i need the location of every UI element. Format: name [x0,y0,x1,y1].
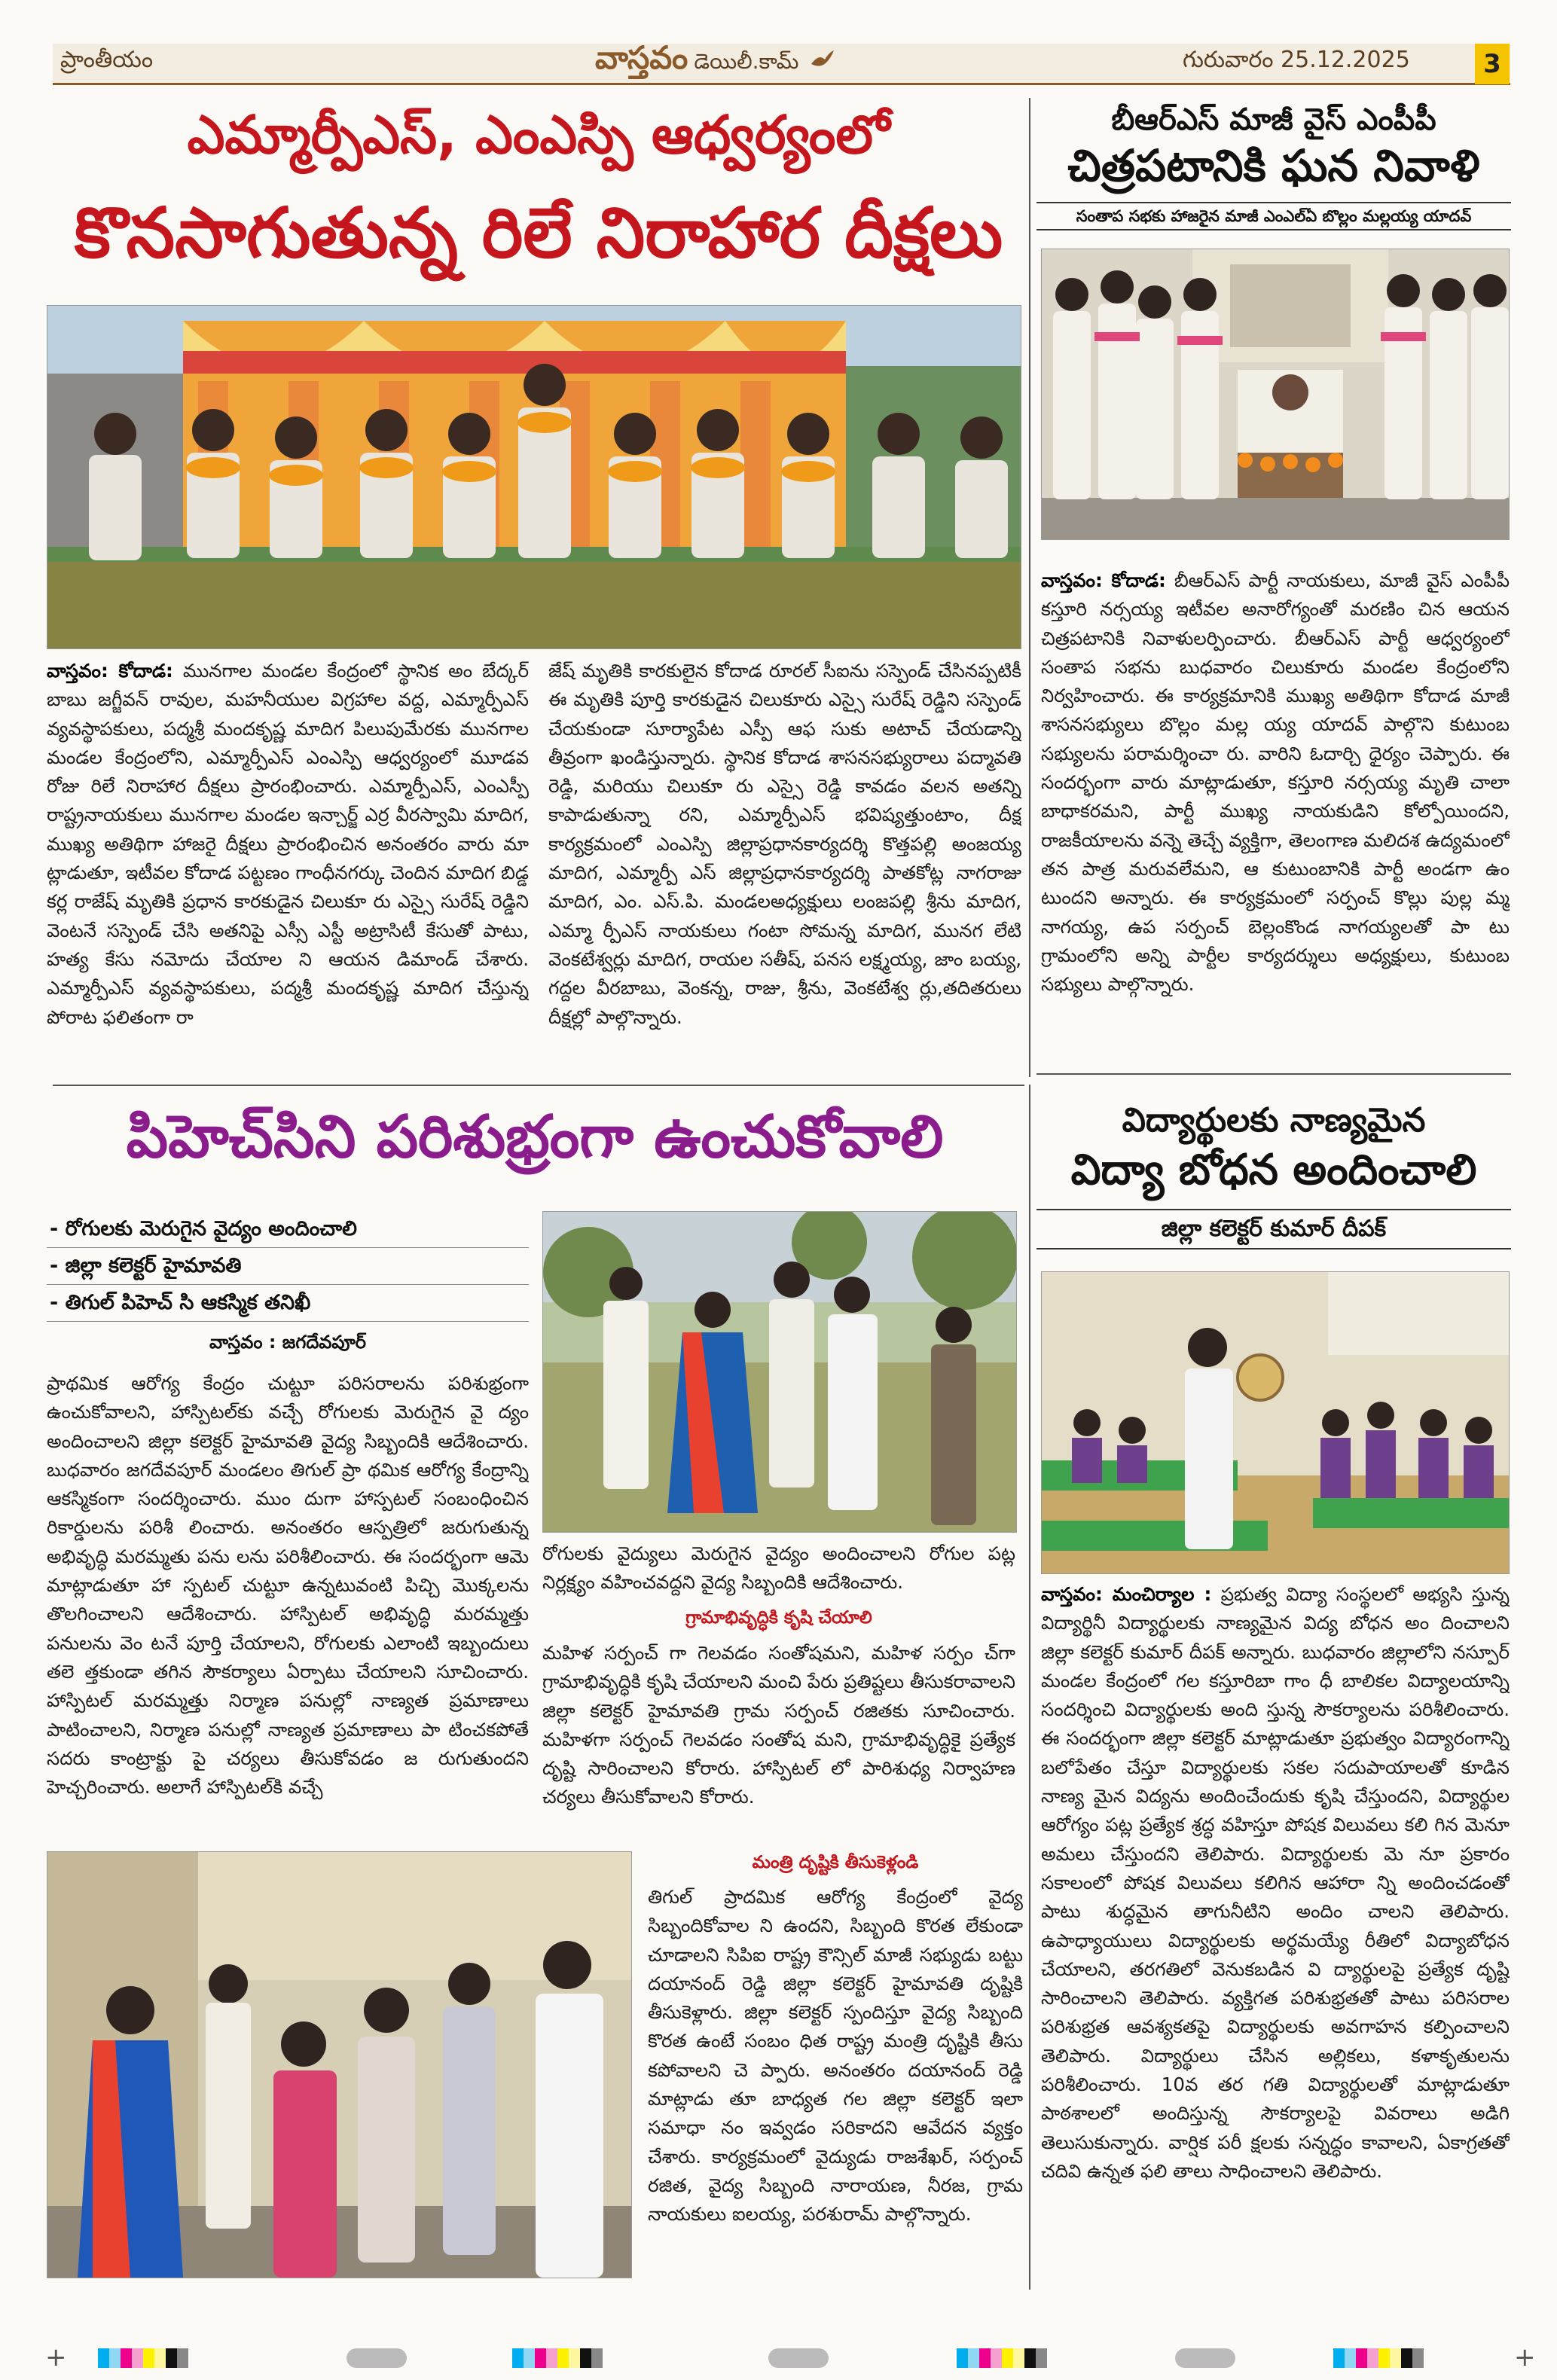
story2-deck: సంతాప సభకు హాజరైన మాజీ ఎంఎల్ఏ బొల్లం మల్లయ్య యాదవ్ [1036,202,1511,230]
bird-logo-icon [810,49,835,72]
story4-deck: జిల్లా కలెక్టర్ కుమార్ దీపక్ [1036,1209,1511,1250]
masthead-suffix: డెయిలీ.కామ్ [694,49,799,74]
story3-photo-inspection [542,1211,1017,1533]
row-divider-left [53,1085,1024,1086]
masthead [595,39,835,84]
color-bar-2 [512,2348,603,2368]
column-divider-top [1029,98,1030,1077]
story3-subhead-2: మంత్రి దృష్టికి తీసుకెళ్లండి [752,1853,919,1872]
story2-body-text: బీఆర్ఎస్ పార్టీ నాయకులు, మాజీ వైస్ ఎంపీపీ కస్తూరి నర్సయ్య ఇటీవల అనారోగ్యంతో మరణిం చిన ఆయన చిత్రపటానికి నివాళులర్పించారు. బీఆర్ఎస్ పార్టీ ఆధ్వర్యంలో సంతాప సభను బుధవారం చిలుకూరు మండల కేంద్రంలోని నిర్వహించారు. ఈ కార్యక్రమానికి ముఖ్య అతిథిగా కోదాడ మాజీ శాసనసభ్యులు బొల్లం మల్ల య్య యాదవ్ పాల్గొని కుటుంబ సభ్యులను పరామర్శించా రు. వారిని ఓదార్చి ధైర్యం చెప్పారు. ఈ సందర్భంగా వారు మాట్లాడుతూ, కస్తూరి నర్సయ్య మృతి చాలా బాధాకరమని, పార్టీ ముఖ్య నాయకుడిని కోల్పోయిందని, రాజకీయాలను వన్నె తెచ్చే వ్యక్తిగా, తెలంగాణ మలిదశ ఉద్యమంలో తన పాత్ర మరువలేమని, ఆ కుటుంబానికి పార్టీ అండగా ఉం టుందని అన్నారు. ఈ కార్యక్రమంలో సర్పంచ్ కొల్లు పుల్ల మ్మ నాగయ్య, ఉప సర్పంచ్ బెల్లంకొండ నాగయ్యలతో పా టు గ్రామంలోని అన్ని పార్టీల కార్యదర్శులు అధ్యక్షులు, కుటుంబ సభ్యులు పాల్గొన్నారు. [1041,569,1510,996]
registration-mark-icon: + [1514,2342,1536,2372]
story2-body [1041,566,1510,1063]
story3-headline: పిహెచ్‌సిని పరిశుభ్రంగా ఉంచుకోవాలి [126,1103,944,1171]
story1-column-2: జేష్ మృతికి కారకులైన కోదాడ రూరల్ సీఐను సస్పెండ్ చేసినప్పటికీ ఈ మృతికి పూర్తి కారకుడైన చిలుకూరు ఎస్సై సురేష్ రెడ్డిని సస్పెండ్ చేయకుండా సూర్యాపేట ఎస్పీ ఆఫ సుకు అటాచ్ చేయడాన్ని తీవ్రంగా ఖండిస్తున్నారు. స్థానిక కోదాడ శాసనసభ్యురాలు పద్మావతి రెడ్డి, మరియు చిలుకూ రు ఎస్సై రెడ్డి కావడం వలన అతన్ని కాపాడుతున్నా రని, ఎమ్మార్పీఎస్ భవిష్యత్తుంటాం, దీక్ష కార్యక్రమంలో ఎంఎస్పి జిల్లాప్రధానకార్యదర్శి కొత్తపల్లి అంజయ్య మాదిగ, ఎమ్మార్పీ ఎస్ జిల్లాప్రధానకార్యదర్శి పాతకోట్ల నాగరాజు మాదిగ, ఎం. ఎస్.పి. మండలఅధ్యక్షులు లంజపల్లి శ్రీను మాదిగ, ఎమ్మా ర్పీఎస్ నాయకులు గంటా సోమన్న మాదిగ, మునగ లేటి వెంకటేశ్వర్లు మాదిగ, రాయల సతీష్, పనస లక్ష్మయ్య, జాం బయ్య, గద్దల వీరబాబు, వెంకన్న, రాజు, శ్రీను, వెంకటేశ్వ ర్లు,తదితరులు దీక్షల్లో పాల్గొన్నారు. [548,660,1021,1028]
registration-mark-icon: + [45,2342,67,2372]
story1-col1-text: మునగాల మండల కేంద్రంలో స్థానిక అం బేద్కర్ బాబు జగ్జీవన్ రావుల, మహనీయుల విగ్రహాల వద్ద, ఎమ్మార్పీఎస్ వ్యవస్థాపకులు, పద్మశ్రీ మందకృష్ణ మాదిగ పిలుపుమేరకు మునగాల మండల కేంద్రంలోని, ఎమ్మార్పీఎస్ ఎంఎస్పి ఆధ్వర్యంలో మూడవ రోజు రిలే నిరాహార దీక్షలు ప్రారంభించారు. ఎమ్మార్పీఎస్, ఎంఎస్పీ రాష్ట్రనాయకులు మునగాల మండల ఇన్చార్జ్ ఎర్ర వీరస్వామి మాదిగ, ముఖ్య అతిథిగా హాజరై దీక్షలు ప్రారంభించిన అనంతరం వారు మా ట్లాడుతూ, ఇటీవల కోదాడ పట్టణం గాంధీనగర్కు చెందిన మాదిగ బిడ్డ కర్ల రాజేష్ మృతికి ప్రధాన కారకుడైన చిలుకూ రు ఎస్సై సురేష్ రెడ్డిని వెంటనే సస్పెండ్ చేసి అతనిపై ఎస్సీ ఎస్టీ అట్రాసిటీ కేసుతో పాటు, హత్య కేసు నమోదు చేయాల ని ఆయన డిమాండ్ చేశారు. ఎమ్మార్పీఎస్ వ్యవస్థాపకులు, పద్మశ్రీ మందకృష్ణ మాదిగ చేస్తున్న పోరాట ఫలితంగా రా [47,660,529,1028]
row-divider-right [1036,1073,1511,1075]
story2-headline: చిత్రపటానికి ఘన నివాళి [1067,140,1480,191]
story1-dateline: వాస్తవం: కోదాడ: [47,660,173,682]
color-bar-1 [98,2348,188,2368]
story1-column-1 [47,657,529,1071]
story3-photo-group [47,1851,632,2278]
story1-kicker: ఎమ్మార్పీఎస్, ఎంఎస్పి ఆధ్వర్యంలో [187,104,890,166]
story2-photo [1041,249,1510,540]
story3-column-2: మహిళ సర్పంచ్ గా గెలవడం సంతోషమని, మహిళ సర్పం చ్‌గా గ్రామాభివృద్ధికి కృషి చేయాలని మంచి పేరు ప్రతిష్టలు తీసుకరావాలని జిల్లా కలెక్టర్ హైమావతి గ్రామ సర్పంచ్ రజితకు సూచించారు. మహిళగా సర్పంచ్ గెలవడం సంతోష మని, గ్రామాభివృద్ధికై ప్రత్యేక దృష్టి సారించాలని కోరారు. హాస్పిటల్ లో పారిశుధ్య నిర్వాహణ చర్యలు తీసుకోవాలని కోరారు. [542,1642,1015,1808]
story3-column-3: తిగుల్ ప్రాదమిక ఆరోగ్య కేంద్రంలో వైద్య సిబ్బందికోవాల ని ఉందని, సిబ్బంది కొరత లేకుండా చూడాలని సిపిఐ రాష్ట్ర కౌన్సిల్ మాజీ సభ్యుడు బట్టు దయానంద్ రెడ్డి జిల్లా కలెక్టర్ హైమావతి దృష్టికి తీసుకెళ్లారు. జిల్లా కలెక్టర్ స్పందిస్తూ వైద్య సిబ్బంది కొరత ఉంటే సంబం ధిత రాష్ట్ర మంత్రి దృష్టికి తీసు కపోవాలని చె ప్పారు. అనంతరం దయానంద్ రెడ్డి మాట్లాడు తూ బాధ్యత గల జిల్లా కలెక్టర్ ఇలా సమాధా నం ఇవ్వడం సరికాదని ఆవేదన వ్యక్తం చేశారు. కార్యక్రమంలో వైద్యుడు రాజశేఖర్, సర్పంచ్ రజిత, వైద్య సిబ్బంది నారాయణ, నీరజ, గ్రామ నాయకులు ఐలయ్య, పరశురామ్ పాల్గొన్నారు. [648,1886,1023,2226]
story3-bullet: - తిగుల్ పిహెచ్ సి ఆకస్మిక తనిఖీ [47,1285,529,1322]
story4-dateline: వాస్తవం: మంచిర్యాల : [1041,1583,1212,1605]
story3-bullets [47,1211,529,1322]
column-divider-bottom [1029,1085,1030,2290]
page-number: 3 [1475,44,1510,84]
story4-headline: విద్యా బోధన అందించాలి [1070,1146,1477,1195]
story4-body-text: ప్రభుత్వ విద్యా సంస్థలలో అభ్యసి స్తున్న విద్యార్థినీ విద్యార్థులకు నాణ్యమైన విద్య బోధన అం దించాలని జిల్లా కలెక్టర్ కుమార్ దీపక్ అన్నారు. బుధవారం జిల్లాలోని నస్పూర్ మండల కేంద్రంలో గల కస్తూరిబా గాం ధీ బాలికల విద్యాలయాన్ని సందర్శించి విద్యార్థులకు అంది స్తున్న సౌకర్యాలను పరిశీలించారు. ఈ సందర్భంగా జిల్లా కలెక్టర్ మాట్లాడుతూ ప్రభుత్వం విద్యారంగాన్ని బలోపేతం చేస్తూ విద్యార్థులకు సకల సదుపాయాలతో కూడిన నాణ్య మైన విద్యను అందించేందుకు కృషి చేస్తుందని, విద్యార్థుల ఆరోగ్యం పట్ల ప్రత్యేక శ్రద్ధ వహిస్తూ పోషక విలువలు కలి గిన మెనూ అమలు చేస్తుందని తెలిపారు. విద్యార్థులకు మె నూ ప్రకారం సకాలంలో పోషక విలువలు కలిగిన ఆహారా న్ని అందించడంతో పాటు శుద్ధమైన తాగునీటిని అందిం చాలని తెలిపారు. ఉపాధ్యాయులు విద్యార్థులకు అర్థమయ్యే రీతిలో విద్యాబోధన చేయాలని, తరగతిలో వెనుకబడిన వి ద్యార్థులపై ప్రత్యేక దృష్టి సారించాలని తెలిపారు. వ్యక్తిగత పరిశుభ్రతతో పాటు పరిసరాల పరిశుభ్రత ఆవశ్యకతపై విద్యార్థులకు అవగాహన కల్పించాలని తెలిపారు. విద్యార్థులు చేసిన అల్లికలు, కళాకృతులను పరిశీలించారు. 10వ తర గతి విద్యార్థులతో మాట్లాడుతూ పాఠశాలలో అందిస్తున్న సౌకర్యాలపై వివరాలు అడిగి తెలుసుకున్నారు. వార్షిక పరీ క్షలకు సన్నద్ధం కావాలని, ఏకాగ్రతతో చదివి ఉన్నత ఫలి తాలు సాధించాలని తెలిపారు. [1041,1583,1510,2182]
story3-bullet: - జిల్లా కలెక్టర్ హైమావతి [47,1248,529,1285]
story3-caption-text: రోగులకు వైద్యులు మెరుగైన వైద్యం అందించాలని రోగుల పట్ల నిర్లక్ష్యం వహించవద్దని వైద్య సిబ్బందికి ఆదేశించారు. [542,1542,1015,1594]
section-label: ప్రాంతీయం [60,47,154,73]
story4-photo [1041,1271,1510,1574]
color-bar-3 [957,2348,1047,2368]
story4-body [1041,1580,1510,2281]
story2-dateline: వాస్తవం: కోదాడ: [1041,569,1166,591]
story3-subhead-1: గ్రామాభివృద్ధికి కృషి చేయాలి [685,1608,872,1628]
masthead-title: వాస్తవం [595,39,688,76]
story1-headline: కొనసాగుతున్న రిలే నిరాహార దీక్షలు [74,193,1003,273]
story4-kicker: విద్యార్థులకు నాణ్యమైన [1122,1101,1426,1140]
story3-column-1: ప్రాథమిక ఆరోగ్య కేంద్రం చుట్టూ పరిసరాలను పరిశుభ్రంగా ఉంచుకోవాలని, హాస్పిటల్‌కు వచ్చే రోగులకు మెరుగైన వై ద్యం అందించాలని జిల్లా కలెక్టర్ హైమావతి వైద్య సిబ్బందికి ఆదేశించారు. బుధవారం జగదేవపూర్ మండలం తిగుల్ ప్రా థమిక ఆరోగ్య కేంద్రాన్ని ఆకస్మికంగా సందర్శించారు. ముం దుగా హాస్పటల్ సంబంధించిన రికార్డులను పరిశీ లించారు. అనంతరం ఆస్పత్రిలో జరుగుతున్న అభివృద్ధి మరమ్మతు పను లను పరిశీలించారు. ఈ సందర్భంగా ఆమె మాట్లాడుతూ హా స్పటల్ చుట్టూ ఉన్నటువంటి పిచ్చి మొక్కలను తొలగించాలని ఆదేశించారు. హాస్పిటల్ అభివృద్ధి మరమ్మత్తు పనులను వెం టనే పూర్తి చేయాలని, రోగులకు ఎలాంటి ఇబ్బందులు తలె త్తకుండా తగిన సౌకర్యాలు ఏర్పాటు చేయాలని సూచించారు. హాస్పిటల్ మరమ్మత్తు నిర్మాణ పనుల్లో నాణ్యత ప్రమాణాలు పాటించాలని, నిర్మాణ పనుల్లో నాణ్యత ప్రమాణాలు పా టించకపోతే సదరు కాంట్రాక్టు పై చర్యలు తీసుకోవడం జ రుగుతుందని హెచ్చరించారు. అలాగే హాస్పిటల్‌కి వచ్చే [47,1372,529,1799]
print-gauge [347,2348,407,2368]
issue-date: గురువారం 25.12.2025 [1183,47,1410,73]
print-gauge [1175,2348,1235,2368]
story1-photo [47,305,1021,649]
story3-bullet: - రోగులకు మెరుగైన వైద్యం అందించాలి [47,1211,529,1248]
story2-kicker: బీఆర్ఎస్ మాజీ వైస్ ఎంపీపీ [1111,102,1436,137]
story3-dateline: వాస్తవం : జగదేవపూర్ [209,1332,366,1353]
print-gauge [768,2348,829,2368]
color-bar-4 [1333,2348,1424,2368]
